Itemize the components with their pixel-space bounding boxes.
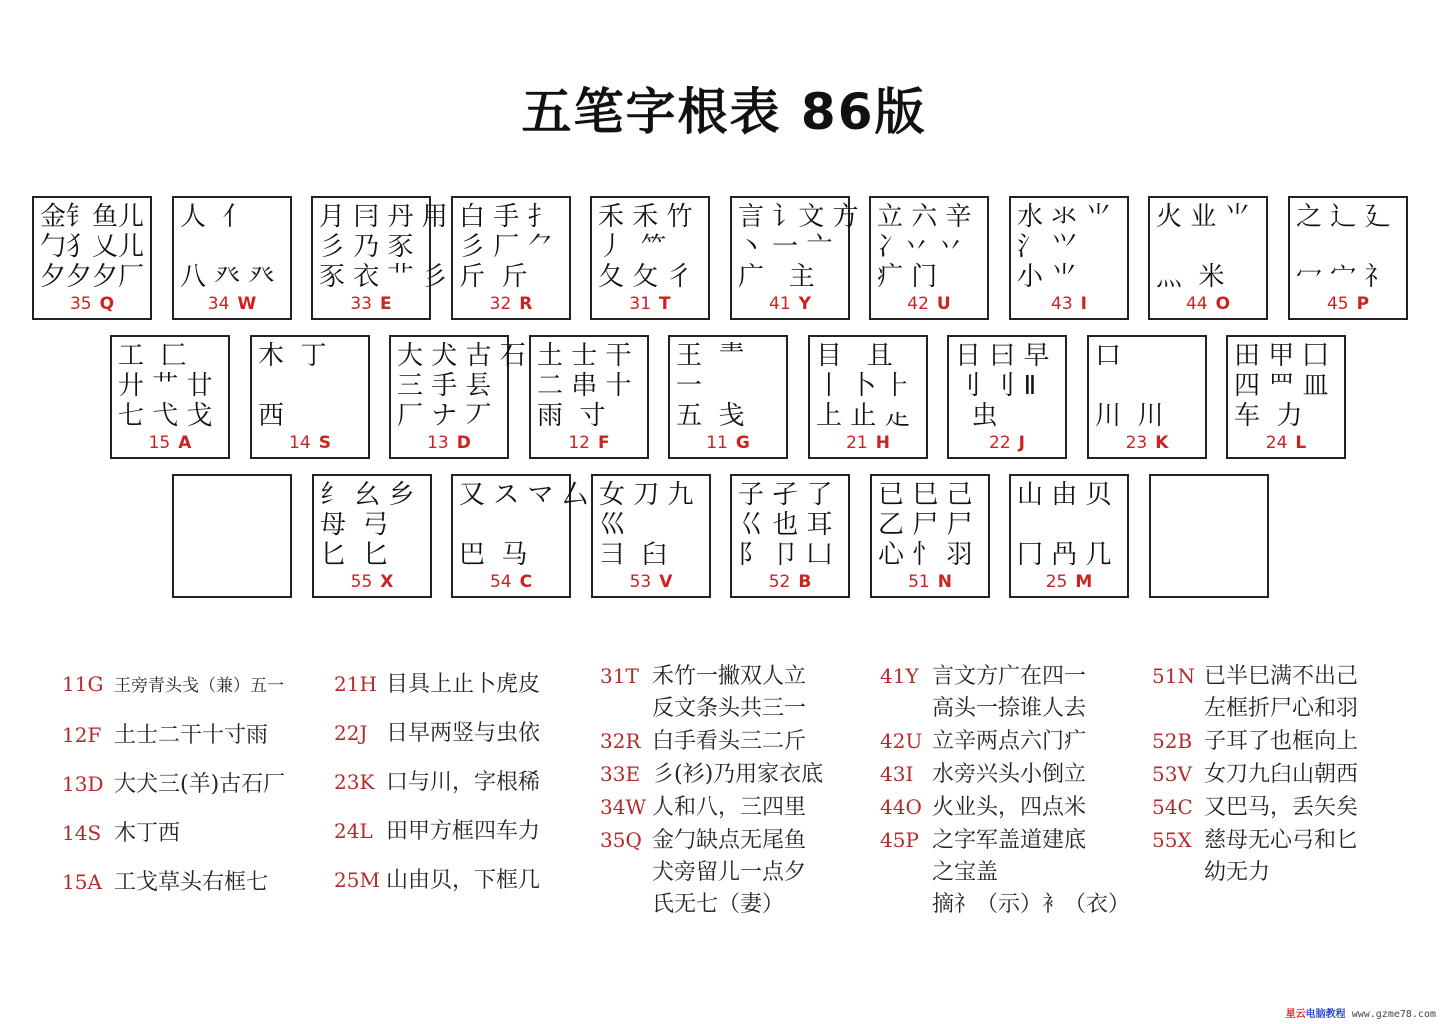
description-text: 彡(衫)乃用家衣底 bbox=[652, 762, 824, 787]
key-number: 33 bbox=[350, 294, 372, 314]
key-p bbox=[1288, 196, 1408, 320]
description-row bbox=[1152, 824, 1358, 857]
description-row bbox=[1152, 725, 1358, 758]
description-text: 大犬三(羊)古石厂 bbox=[114, 772, 286, 797]
key-number: 42 bbox=[907, 294, 929, 314]
key-letter: D bbox=[456, 433, 471, 453]
description-code: 54C bbox=[1152, 795, 1193, 819]
description-text: 又巴马，丢矢矣 bbox=[1204, 795, 1359, 820]
description-text: 言文方广在四一 bbox=[932, 664, 1087, 689]
description-text: 之字军盖道建底 bbox=[932, 828, 1087, 853]
key-radicals: 之 辶 廴 冖 宀 礻 bbox=[1296, 202, 1391, 292]
description-code: 23K bbox=[334, 770, 375, 794]
key-code bbox=[592, 294, 708, 314]
key-code bbox=[531, 433, 647, 453]
description-text: 人和八，三四里 bbox=[652, 795, 807, 820]
key-u bbox=[869, 196, 989, 320]
description-code: 51N bbox=[1152, 664, 1195, 688]
description-text: 土士二干十寸雨 bbox=[114, 723, 269, 748]
key-radicals: 火 业 ⺌ 灬 米 bbox=[1156, 202, 1251, 292]
key-n bbox=[870, 474, 990, 598]
description-row bbox=[880, 889, 1130, 921]
description-row bbox=[62, 711, 285, 760]
key-radicals: 人 亻 八 癶 癶 bbox=[180, 202, 275, 292]
description-code: 43I bbox=[880, 762, 914, 786]
key-radicals: 纟 幺 乡 母 弓 匕 匕 bbox=[320, 480, 415, 570]
description-code: 42U bbox=[880, 729, 923, 753]
key-h bbox=[808, 335, 928, 459]
description-row bbox=[880, 725, 1130, 758]
key-number: 25 bbox=[1045, 572, 1068, 592]
key-s bbox=[250, 335, 370, 459]
key-radicals: 王 龶 一 五 戋 bbox=[676, 341, 745, 431]
key-radicals: 大 犬 古 石 三 手 镸 厂 ナ 丆 bbox=[397, 341, 526, 431]
key-letter: O bbox=[1215, 294, 1231, 314]
key-number: 34 bbox=[207, 294, 230, 314]
key-radicals: 土 士 干 二 串 十 雨 寸 bbox=[537, 341, 632, 431]
description-text: 木丁西 bbox=[114, 821, 181, 846]
description-code: 41Y bbox=[880, 664, 919, 688]
description-text: 犬旁留儿一点夕 bbox=[652, 860, 807, 885]
key-code bbox=[1011, 294, 1127, 314]
key-radicals: 白 手 扌 彡 厂 ⺈ 斤 斤 bbox=[459, 202, 554, 292]
key-letter: N bbox=[937, 572, 952, 592]
key-letter: H bbox=[875, 433, 890, 453]
key-code bbox=[1089, 433, 1205, 453]
key-code bbox=[670, 433, 786, 453]
key-radicals bbox=[1157, 480, 1263, 572]
description-row bbox=[62, 858, 285, 907]
footer-watermark bbox=[1286, 1005, 1436, 1020]
footer-brand: 星云 bbox=[1285, 1009, 1306, 1020]
description-text: 左框折尸心和羽 bbox=[1204, 696, 1359, 721]
key-letter: J bbox=[1018, 433, 1025, 453]
key-code bbox=[453, 294, 569, 314]
key-number: 45 bbox=[1326, 294, 1349, 314]
key-y bbox=[730, 196, 859, 320]
key-b bbox=[730, 474, 850, 598]
description-code: 45P bbox=[880, 828, 919, 852]
key-radicals: 日 曰 早 刂 刂 Ⅱ 虫 bbox=[955, 341, 1050, 431]
key-code bbox=[1290, 294, 1406, 314]
key-radicals: 女 刀 九 巛 彐 臼 bbox=[599, 480, 694, 570]
description-text: 幼无力 bbox=[1204, 860, 1271, 885]
key-code bbox=[1151, 572, 1267, 592]
key-code bbox=[949, 433, 1065, 453]
key-code bbox=[593, 572, 709, 592]
key-letter: W bbox=[237, 294, 257, 314]
key-c bbox=[451, 474, 588, 598]
key-number: 53 bbox=[629, 572, 652, 592]
description-text: 慈母无心弓和匕 bbox=[1204, 828, 1359, 853]
description-text: 禾竹一撇双人立 bbox=[652, 664, 807, 689]
description-code: 21H bbox=[334, 672, 377, 696]
key-letter: F bbox=[598, 433, 610, 453]
description-row bbox=[600, 857, 823, 889]
description-column bbox=[1152, 660, 1358, 889]
key-number: 35 bbox=[69, 294, 92, 314]
page-title: 五笔字根表 86版 bbox=[521, 83, 927, 141]
key-letter: I bbox=[1080, 294, 1087, 314]
key-letter: X bbox=[380, 572, 394, 592]
key-code bbox=[252, 433, 368, 453]
key-letter: A bbox=[178, 433, 192, 453]
description-code: 33E bbox=[600, 762, 641, 786]
description-text: 火业头，四点米 bbox=[932, 795, 1087, 820]
key-radicals: 山 由 贝 冂 冎 几 bbox=[1017, 480, 1112, 570]
description-text: 工戈草头右框七 bbox=[114, 870, 269, 895]
key-g bbox=[668, 335, 788, 459]
key-number: 12 bbox=[568, 433, 590, 453]
description-row bbox=[600, 889, 823, 921]
key-code bbox=[314, 572, 430, 592]
key-letter: P bbox=[1356, 294, 1370, 314]
key-code bbox=[391, 433, 507, 453]
description-row bbox=[880, 824, 1130, 857]
key-radicals: 金钅鱼儿 勹犭乂儿 夕夕夕厂 bbox=[40, 202, 145, 292]
key-radicals: 言 讠文 方 丶 一 亠 广 主 bbox=[738, 202, 859, 292]
key-number: 31 bbox=[629, 294, 652, 314]
description-text: 高头一捺谁人去 bbox=[932, 696, 1087, 721]
description-row bbox=[1152, 857, 1358, 889]
description-row bbox=[62, 660, 285, 711]
key-letter: G bbox=[735, 433, 750, 453]
key-code bbox=[871, 294, 987, 314]
key-code bbox=[1011, 572, 1127, 592]
description-text: 口与川，字根稀 bbox=[386, 770, 541, 795]
description-code: 15A bbox=[62, 870, 102, 894]
description-code: 32R bbox=[600, 729, 641, 753]
description-text: 反文条头共三一 bbox=[652, 696, 807, 721]
key-radicals bbox=[180, 480, 286, 572]
key-letter: C bbox=[519, 572, 533, 592]
key-code bbox=[1228, 433, 1344, 453]
description-text: 山由贝，下框几 bbox=[386, 868, 541, 893]
key-r bbox=[451, 196, 571, 320]
key-d bbox=[389, 335, 526, 459]
key-letter: E bbox=[380, 294, 392, 314]
description-row bbox=[334, 709, 540, 758]
key-q bbox=[32, 196, 152, 320]
key-number: 41 bbox=[769, 294, 791, 314]
description-text: 白手看头三二斤 bbox=[652, 729, 807, 754]
description-text: 立辛两点六门疒 bbox=[932, 729, 1087, 754]
key-radicals: 禾 禾 竹 丿 ⺮ 夂 攵 彳 bbox=[598, 202, 693, 292]
description-text: 王旁青头戋（兼）五一 bbox=[114, 676, 284, 696]
key-number: 21 bbox=[846, 433, 868, 453]
description-row bbox=[334, 660, 540, 709]
description-code: 22J bbox=[334, 721, 368, 745]
description-code: 44O bbox=[880, 795, 922, 819]
key-code bbox=[453, 572, 569, 592]
key-radicals: 子 孑 了 巜 也 耳 阝 卩 凵 bbox=[738, 480, 833, 570]
description-text: 女刀九臼山朝西 bbox=[1204, 762, 1359, 787]
description-row bbox=[600, 725, 823, 758]
footer-url: www.gzme78.com bbox=[1351, 1009, 1436, 1020]
description-row bbox=[880, 758, 1130, 791]
key-f bbox=[529, 335, 649, 459]
description-code: 12F bbox=[62, 723, 102, 747]
description-column bbox=[600, 660, 823, 921]
key-radicals: 目 且 丨 卜 ⺊ 上 止 龰 bbox=[816, 341, 911, 431]
key-w bbox=[172, 196, 292, 320]
description-text: 摘礻（示）衤（衣） bbox=[932, 892, 1131, 917]
description-text: 之宝盖 bbox=[932, 860, 999, 885]
description-row bbox=[334, 856, 540, 905]
key-code bbox=[732, 294, 848, 314]
key-number: 15 bbox=[148, 433, 171, 453]
key-number: 54 bbox=[489, 572, 512, 592]
footer-brand2: 电脑教程 bbox=[1305, 1009, 1346, 1020]
key-code bbox=[872, 572, 988, 592]
key-radicals: 立 六 辛 冫丷 丷 疒 门 bbox=[877, 202, 972, 292]
description-code: 24L bbox=[334, 819, 373, 843]
description-row bbox=[880, 693, 1130, 725]
key-number: 43 bbox=[1051, 294, 1073, 314]
description-text: 金勹缺点无尾鱼 bbox=[652, 828, 807, 853]
key-letter: Y bbox=[798, 294, 811, 314]
key-number: 14 bbox=[289, 433, 311, 453]
description-row bbox=[600, 693, 823, 725]
key-number: 13 bbox=[427, 433, 449, 453]
key-number: 55 bbox=[350, 572, 373, 592]
description-row bbox=[1152, 693, 1358, 725]
key-radicals: 木 丁 西 bbox=[258, 341, 327, 431]
key-number: 24 bbox=[1265, 433, 1288, 453]
description-code: 52B bbox=[1152, 729, 1193, 753]
description-row bbox=[1152, 791, 1358, 824]
description-text: 田甲方框四车力 bbox=[386, 819, 541, 844]
description-row bbox=[62, 809, 285, 858]
key-number: 22 bbox=[989, 433, 1011, 453]
key-k bbox=[1087, 335, 1207, 459]
key-radicals: 口 川 川 bbox=[1095, 341, 1164, 431]
key-e bbox=[311, 196, 448, 320]
description-row bbox=[62, 760, 285, 809]
key-number: 44 bbox=[1185, 294, 1208, 314]
key-letter: K bbox=[1155, 433, 1169, 453]
key-code bbox=[112, 433, 228, 453]
key-code bbox=[34, 294, 150, 314]
key-i bbox=[1009, 196, 1129, 320]
key-blank bbox=[172, 474, 292, 598]
description-row bbox=[600, 791, 823, 824]
key-v bbox=[591, 474, 711, 598]
description-column bbox=[880, 660, 1130, 921]
description-code: 13D bbox=[62, 772, 104, 796]
key-letter: S bbox=[318, 433, 331, 453]
key-m bbox=[1009, 474, 1129, 598]
description-text: 日早两竖与虫依 bbox=[386, 721, 541, 746]
key-radicals: 水 氺 ⺌ 氵 ⺍ 小 ⺌ bbox=[1017, 202, 1112, 292]
key-radicals: 田 甲 囗 四 罒 皿 车 力 bbox=[1234, 341, 1329, 431]
key-code bbox=[174, 294, 290, 314]
key-letter: U bbox=[936, 294, 951, 314]
description-column bbox=[334, 660, 540, 905]
description-code: 31T bbox=[600, 664, 639, 688]
key-l bbox=[1226, 335, 1346, 459]
key-code bbox=[732, 572, 848, 592]
description-row bbox=[880, 857, 1130, 889]
key-x bbox=[312, 474, 432, 598]
key-code bbox=[174, 572, 290, 592]
description-row bbox=[600, 660, 823, 693]
key-number: 32 bbox=[489, 294, 512, 314]
description-text: 已半巳满不出己 bbox=[1204, 664, 1359, 689]
key-code bbox=[810, 433, 926, 453]
key-letter: V bbox=[659, 572, 673, 592]
key-number: 23 bbox=[1125, 433, 1148, 453]
key-radicals: 又 ス マ 厶 巴 马 bbox=[459, 480, 588, 570]
description-code: 53V bbox=[1152, 762, 1192, 786]
key-letter: T bbox=[659, 294, 671, 314]
description-row bbox=[334, 807, 540, 856]
key-radicals: 工 匚 廾 艹 廿 七 弋 戈 bbox=[118, 341, 213, 431]
description-row bbox=[880, 791, 1130, 824]
description-row bbox=[600, 824, 823, 857]
key-radicals: 已 巳 己 乙 尸 尸 心 忄 羽 bbox=[878, 480, 973, 570]
description-row bbox=[880, 660, 1130, 693]
key-letter: Q bbox=[99, 294, 115, 314]
description-text: 氏无七（妻） bbox=[652, 892, 785, 917]
description-row bbox=[600, 758, 823, 791]
description-code: 34W bbox=[600, 795, 647, 819]
key-letter: R bbox=[519, 294, 533, 314]
key-j bbox=[947, 335, 1067, 459]
description-text: 目具上止卜虎皮 bbox=[386, 672, 541, 697]
description-column bbox=[62, 660, 285, 907]
description-row bbox=[1152, 758, 1358, 791]
description-text: 水旁兴头小倒立 bbox=[932, 762, 1087, 787]
description-row bbox=[334, 758, 540, 807]
key-number: 52 bbox=[768, 572, 791, 592]
key-code bbox=[1150, 294, 1266, 314]
description-code: 14S bbox=[62, 821, 102, 845]
key-o bbox=[1148, 196, 1268, 320]
description-row bbox=[1152, 660, 1358, 693]
description-code: 25M bbox=[334, 868, 380, 892]
description-code: 35Q bbox=[600, 828, 642, 852]
key-letter: L bbox=[1295, 433, 1307, 453]
key-radicals: 月 冃 丹 用 彡 乃 豕 豕 衣 ⻀ 彡 bbox=[319, 202, 448, 292]
key-t bbox=[590, 196, 710, 320]
description-code: 11G bbox=[62, 672, 104, 696]
key-letter: M bbox=[1075, 572, 1093, 592]
key-letter: B bbox=[798, 572, 812, 592]
key-a bbox=[110, 335, 230, 459]
description-code: 55X bbox=[1152, 828, 1192, 852]
key-code bbox=[313, 294, 429, 314]
key-number: 51 bbox=[908, 572, 930, 592]
key-blank bbox=[1149, 474, 1269, 598]
description-text: 子耳了也框向上 bbox=[1204, 729, 1359, 754]
key-number: 11 bbox=[706, 433, 728, 453]
